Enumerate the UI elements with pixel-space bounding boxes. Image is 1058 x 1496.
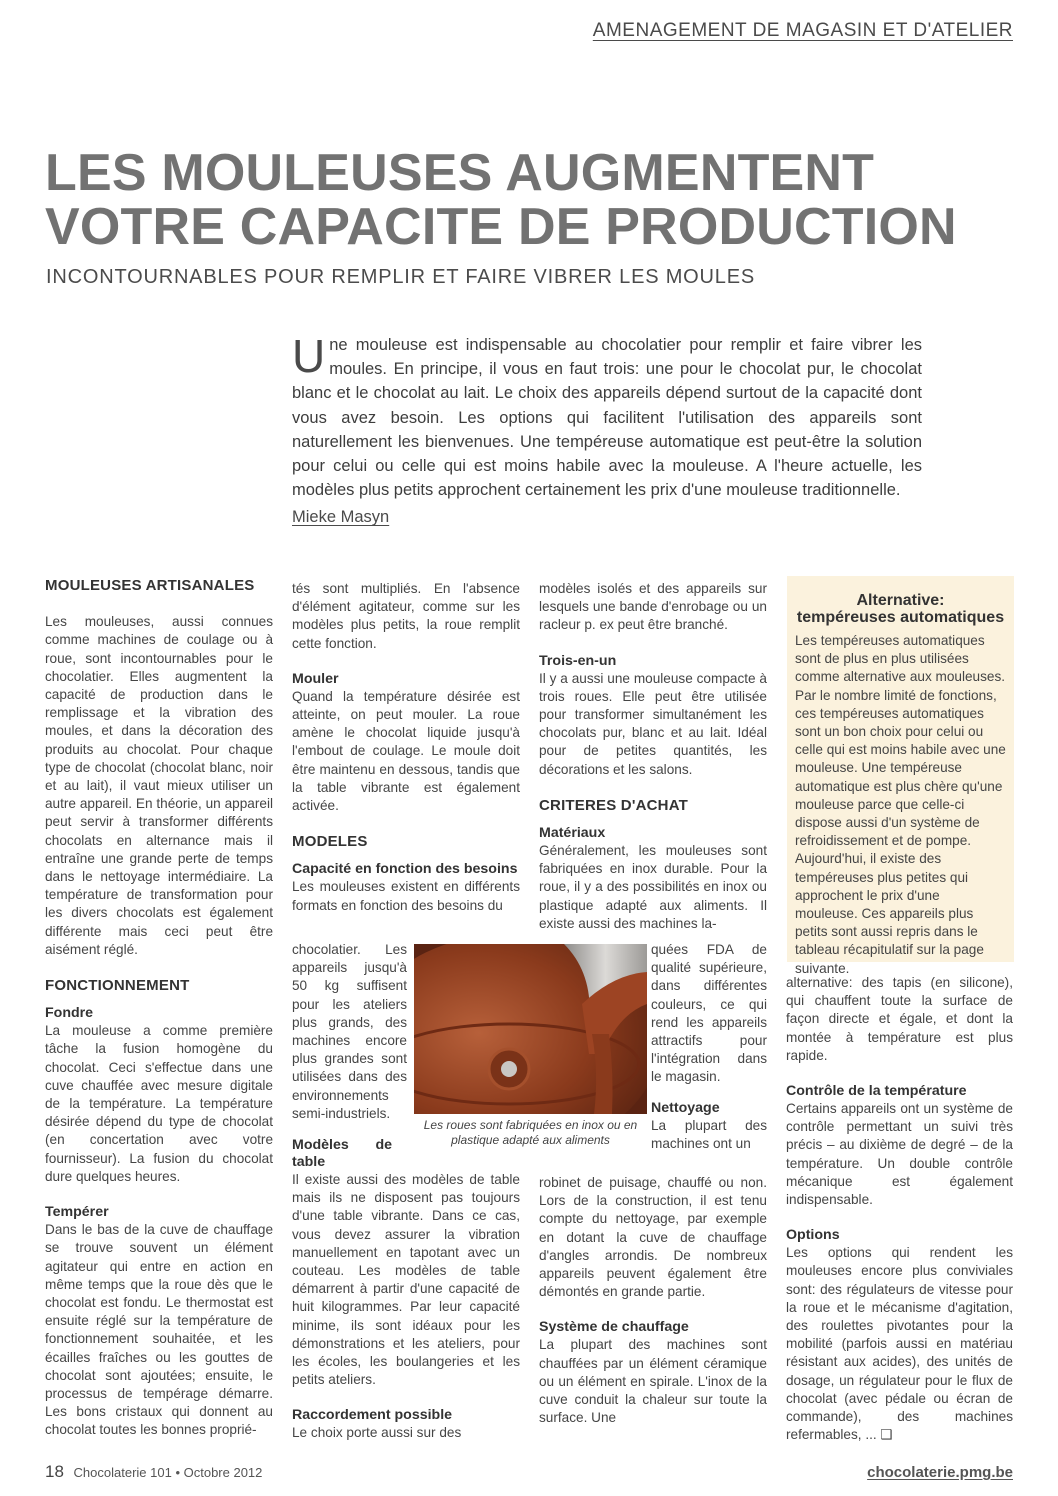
author-byline: Mieke Masyn <box>292 508 390 526</box>
paragraph-materiaux-b: quées FDA de qualité supérieure, dans différentes couleurs, ce qui rend les appareils attractifs pour l'intégration dans le magasin. <box>651 942 767 1085</box>
heading-raccordement: Raccordement possible <box>292 1407 453 1424</box>
paragraph-artisanales: Les mouleuses, aussi connues comme machines de coulage ou à roue, sont incontournables pour le chocolatier. Elles augmentent la capacité de production dans le remplissage et la vibration des moules, et dans la décoration des produits au chocolat. Pour chaque type de chocolat (chocolat blanc, noir et au lait), il vaut mieux utiliser un autre appareil. En théorie, un appareil peut servir à transformer différents chocolats en alternance mais il entraîne une grande perte de temps dans le nettoyage intermédiaire. La température de transformation pour les divers chocolats est également différente mais ceci peut être aisément réglé. <box>45 614 273 957</box>
heading-mouler: Mouler <box>292 670 339 687</box>
intro-text: ne mouleuse est indispensable au chocolatier pour remplir et faire vibrer les moules. En principe, il vous en faut trois: une pour le chocolat pur, le chocolat blanc et le chocolat au lait. Le choix des appareils dépend surtout de la capacité dont vous avez besoin. Les options qui facilitent l'utilisation des appareils sont naturellement les bienvenues. Une tempéreuse automatique est peut-être la solution pour celui ou celle qui est moins habile avec la mouleuse. A l'heure actuelle, les modèles plus petits approchent certainement les prix d'une mouleuse traditionnelle. <box>292 336 922 500</box>
heading-fondre: Fondre <box>45 1005 94 1022</box>
column-3-wrap <box>651 941 767 1153</box>
column-3-lower <box>539 1174 767 1427</box>
heading-materiaux: Matériaux <box>539 825 606 842</box>
title-line-2: VOTRE CAPACITE DE PRODUCTION <box>45 198 957 256</box>
paragraph-fondre: La mouleuse a comme première tâche la fusion homogène du chocolat. Ceci s'effectue dans une cuve chauffée avec mesure digitale de la température. La température désirée dépend du type de chocolat (en concertation avec votre fournisseur). La fusion du chocolat dure quelques heures. <box>45 1023 273 1184</box>
column-3 <box>539 580 767 933</box>
sidebar-title-line-1: Alternative: <box>856 592 945 609</box>
paragraph-chauffage: La plupart des machines sont chauffées par un élément céramique ou un élément en spirale. L'inox de la cuve conduit la chaleur sur toute la surface. Une <box>539 1337 767 1426</box>
heading-temperer: Tempérer <box>45 1204 109 1221</box>
issue-info: Chocolaterie 101 • Octobre 2012 <box>73 1465 263 1480</box>
paragraph-col3-continued: modèles isolés et des appareils sur lesquels une bande d'enrobage ou un racleur p. ex peut être branché. <box>539 581 767 633</box>
page-number: 18 <box>45 1462 64 1481</box>
heading-fonctionnement: FONCTIONNEMENT <box>45 977 190 995</box>
paragraph-mouler: Quand la température désirée est atteinte, on peut mouler. La roue amène le chocolat liquide jusqu'à l'embout de coulage. Le moule doit être maintenu en dessous, tandis que la table vibrante est également activée. <box>292 688 520 814</box>
article-subtitle: INCONTOURNABLES POUR REMPLIR ET FAIRE VIBRER LES MOULES <box>46 266 755 288</box>
heading-systeme-de-chauffage: Système de chauffage <box>539 1319 689 1336</box>
paragraph-raccordement: Le choix porte aussi sur des <box>292 1425 462 1441</box>
paragraph-nettoyage-b: robinet de puisage, chauffé ou non. Lors de la construction, il est tenu compte du nettoyage, par exemple en dotant la cuve de chauffage d'angles arrondis. De nombreux appareils peuvent également être démontés en grande partie. <box>539 1175 767 1300</box>
wheel-photo <box>414 944 647 1114</box>
footer-issue <box>45 1462 262 1482</box>
sidebar-box <box>787 576 1014 976</box>
paragraph-col4-continued: alternative: des tapis (en silicone), qui chauffent toute la surface de façon directe et égale, et dont la montée à température est plus rapide. <box>786 975 1013 1063</box>
title-line-1: LES MOULEUSES AUGMENTENT <box>45 144 875 202</box>
column-2 <box>292 580 520 915</box>
heading-controle-temperature: Contrôle de la température <box>786 1083 967 1100</box>
heading-criteres-dachat: CRITERES D'ACHAT <box>539 796 688 814</box>
paragraph-materiaux-a: Généralement, les mouleuses sont fabriquées en inox durable. Pour la roue, il y a des possibilités en inox ou plastique adapté aux aliments. Il existe aussi des machines la- <box>539 843 767 931</box>
intro-paragraph <box>292 330 922 502</box>
heading-nettoyage: Nettoyage <box>651 1099 720 1116</box>
column-4 <box>786 974 1013 1444</box>
heading-modeles: MODELES <box>292 833 368 851</box>
section-tag: AMENAGEMENT DE MAGASIN ET D'ATELIER <box>592 20 1013 41</box>
chocolate-wheel-image <box>414 944 647 1114</box>
column-2-lower <box>292 1137 520 1443</box>
drop-cap: U <box>292 330 326 382</box>
article-title <box>45 146 1005 254</box>
heading-modeles-de-table: Modèles de table <box>292 1137 392 1170</box>
photo-caption: Les roues sont fabriquées en inox ou en plastique adapté aux aliments <box>423 1118 638 1147</box>
heading-capacite: Capacité en fonction des besoins <box>292 861 518 878</box>
footer-url-link[interactable]: chocolaterie.pmg.be <box>867 1464 1013 1481</box>
paragraph-capacite-b: chocolatier. Les appareils jusqu'à 50 kg suffisent pour les ateliers plus grands, des machines encore plus grandes sont utilisées dans des environnements semi-industriels. <box>292 942 407 1121</box>
paragraph-nettoyage-a: La plupart des machines ont un <box>651 1117 767 1152</box>
paragraph-options: Les options qui rendent les mouleuses encore plus conviviales sont: des régulateurs de vitesse pour la roue et le mécanisme d'agitation, des roulettes pivotantes pour la mobilité (parfois aussi en matériau résistant aux acides), des unités de dosage, un régulateur pour le flux de chocolat (avec pédale ou écran de commande), des machines refermables, ... ❑ <box>786 1245 1013 1443</box>
paragraph-table: Il existe aussi des modèles de table mais ils ne disposent pas toujours d'une table vibrante. Dans ce cas, vous devez assurer la vibration manuellement en tapotant avec un couteau. Les modèles de table démarrent à partir d'une capacité de huit kilogrammes. Par leur capacité minime, ils sont idéaux pour les démonstrations et les ateliers, pour les écoles, les boulangeries et les petits ateliers. <box>292 1172 520 1388</box>
heading-options: Options <box>786 1227 840 1244</box>
paragraph-temperer: Dans le bas de la cuve de chauffage se trouve souvent un élément agitateur qui entre en action en même temps que la roue dès que le chocolat est fondu. Le thermostat est ensuite réglé sur la température de fonctionnement souhaitée, et les écailles fraîches ou les gouttes de chocolat sont ajoutées; ensuite, le processus de tempérage démarre. Les bons cristaux qui donnent au chocolat toutes les bonnes proprié- <box>45 1222 273 1438</box>
paragraph-col2-continued: tés sont multipliés. En l'absence d'élément agitateur, comme sur les modèles plus petits, la roue remplit cette fonction. <box>292 581 520 651</box>
heading-mouleuses-artisanales: MOULEUSES ARTISANALES <box>45 577 255 594</box>
sidebar-text: Les tempéreuses automatiques sont de plus en plus utilisées comme alternative aux mouleuses. Par le nombre limité de fonctions, ces tempéreuses automatiques sont un bon choix pour celui ou celle qui est moins habile avec une mouleuse. Une tempéreuse automatique est plus chère qu'une mouleuse parce que celle-ci dispose aussi d'un système de refroidissement et de pompe. Aujourd'hui, il existe des tempéreuses plus petites qui approchent le prix d'une mouleuse. Ces appareils plus petits sont aussi repris dans le tableau récapitulatif sur la page suivante. <box>795 633 1006 976</box>
heading-trois-en-un: Trois-en-un <box>539 652 617 669</box>
paragraph-capacite-a: Les mouleuses existent en différents formats en fonction des besoins du <box>292 879 520 913</box>
column-1 <box>45 577 273 1440</box>
paragraph-controle: Certains appareils ont un système de contrôle permettant un suivi très précis – au dixième de degré – de la température. Un double contrôle mécanique est également indispensable. <box>786 1101 1013 1208</box>
sidebar-title <box>787 592 1014 626</box>
paragraph-trois-en-un: Il y a aussi une mouleuse compacte à trois roues. Elle peut être utilisée pour transformer simultanément les chocolats pur, blanc et au lait. Idéal pour de petites quantités, les décorations et les salons. <box>539 670 767 777</box>
sidebar-title-line-2: tempéreuses automatiques <box>796 609 1005 626</box>
